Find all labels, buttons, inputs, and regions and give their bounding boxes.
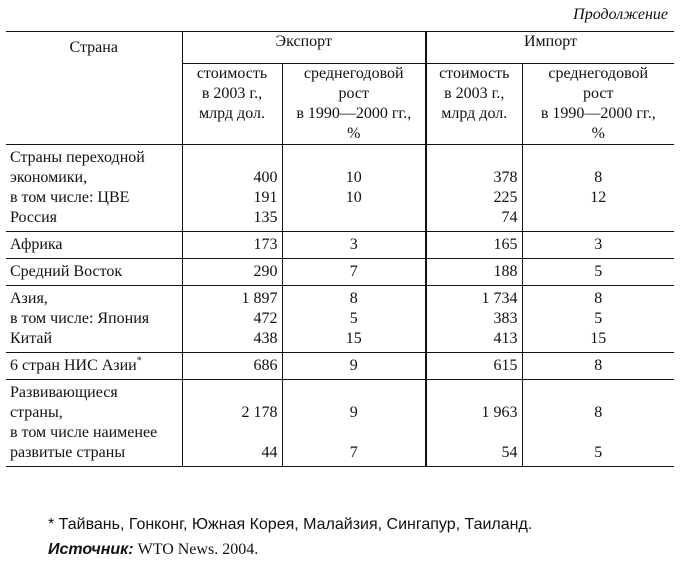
table-footnote: * Тайвань, Гонконг, Южная Корея, Малайзия, Сингапур, Таиланд. [48,516,533,533]
table-row-asia: Азия, в том числе: Япония Китай 1 897 472 438 8 5 15 1 734 383 413 8 5 15 [6,286,674,353]
header-import-growth: среднегодовой рост в 1990—2000 гг., % [522,64,674,145]
table-row-asian-nic: 6 стран НИС Азии* 686 9 615 8 [6,353,674,380]
table-row-transition-economies: Страны переходной экономики, в том числе: ЦВЕ Россия 400 191 135 10 10 378 225 74 8 12 [6,145,674,232]
table-row-africa: Африка 173 3 165 3 [6,232,674,259]
trade-statistics-table [6,31,674,467]
continuation-label: Продолжение [573,6,668,23]
table-row-developing-countries: Развивающиеся страны, в том числе наименее развитые страны 2 178 44 9 7 1 963 54 8 5 [6,380,674,467]
header-import: Импорт [426,32,674,64]
header-export-growth: среднегодовой рост в 1990—2000 гг., % [282,64,426,145]
source-text: WTO News. 2004. [133,541,259,558]
source-label: Источник: [48,541,134,558]
header-country: Страна [6,32,182,145]
table-row-middle-east: Средний Восток 290 7 188 5 [6,259,674,286]
header-export-value: стоимость в 2003 г., млрд дол. [182,64,282,145]
header-export: Экспорт [182,32,426,64]
header-import-value: стоимость в 2003 г., млрд дол. [426,64,522,145]
footnote-mark: * [136,355,142,367]
source-line [48,541,258,559]
